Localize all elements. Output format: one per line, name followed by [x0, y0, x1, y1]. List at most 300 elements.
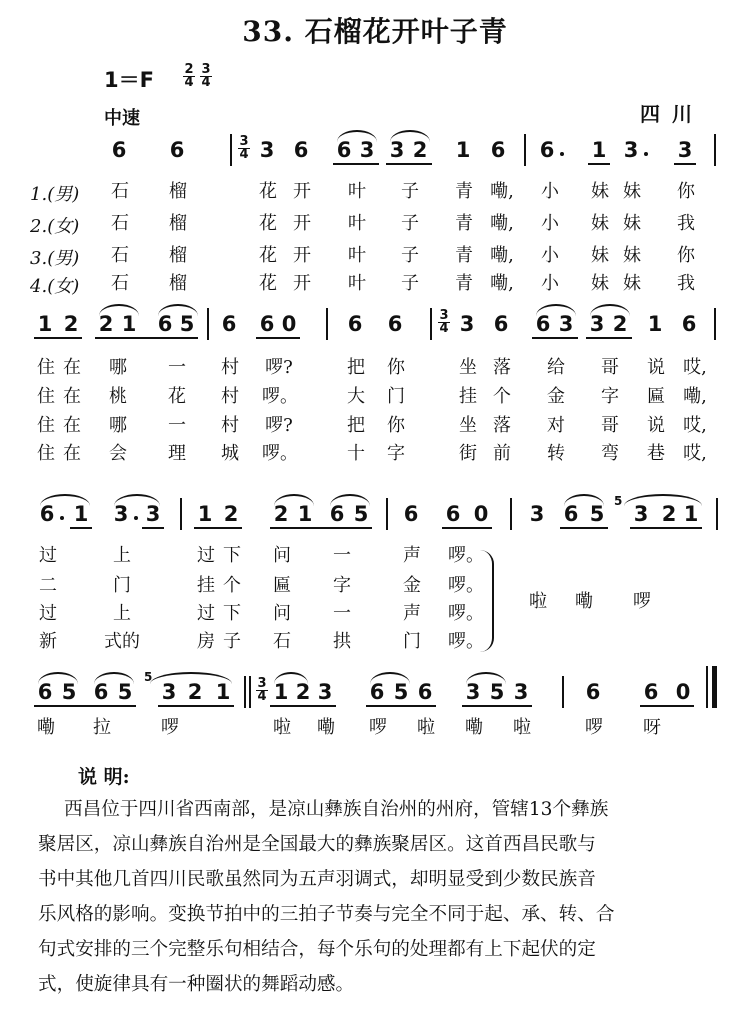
- lyric: 转: [547, 443, 565, 464]
- lyric: 哎,: [683, 415, 707, 436]
- lyric: 啰。: [262, 443, 298, 464]
- lyric: 我: [677, 273, 695, 294]
- lyric: 榴: [169, 213, 187, 234]
- note: 3: [259, 138, 275, 162]
- refrain-lyric: 啦: [529, 591, 547, 612]
- note: 2: [273, 502, 289, 526]
- slur: [158, 304, 198, 316]
- beam: [34, 337, 82, 339]
- note: 1: [647, 312, 663, 336]
- beam: [270, 705, 336, 707]
- meter-change: 3 4: [257, 676, 267, 704]
- lyric: 村: [221, 357, 239, 378]
- lyric: 你: [387, 415, 405, 436]
- note: 6: [39, 502, 55, 526]
- lyric: 村: [221, 415, 239, 436]
- lyric: 二: [39, 575, 57, 596]
- lyric: 城: [221, 443, 239, 464]
- lyric: 石: [273, 631, 291, 652]
- note: 3: [113, 502, 129, 526]
- barline: [714, 134, 716, 166]
- lyric: 嘞,: [683, 386, 707, 407]
- lyric: 过: [197, 603, 215, 624]
- slur: [624, 494, 702, 506]
- barline: [714, 308, 716, 340]
- note: 3: [513, 680, 529, 704]
- lyric: 花: [259, 273, 277, 294]
- lyric: 青: [455, 273, 473, 294]
- lyric: 个: [493, 386, 511, 407]
- slur: [114, 494, 160, 506]
- lyric: 门: [403, 631, 421, 652]
- notes-heading: 说 明:: [78, 766, 130, 788]
- note: 1: [121, 312, 137, 336]
- lyric: 啰。: [448, 631, 484, 652]
- final-barline-thin: [706, 666, 708, 708]
- lyric: 过: [39, 603, 57, 624]
- slur: [274, 672, 308, 684]
- note: 6: [336, 138, 352, 162]
- slur: [564, 494, 604, 506]
- lyric: 哥: [601, 415, 619, 436]
- barline: [244, 676, 246, 708]
- lyric: 在: [63, 443, 81, 464]
- lyric: 花: [259, 245, 277, 266]
- lyric: 匾: [273, 575, 291, 596]
- lyric: 前: [493, 443, 511, 464]
- lyric: 嘞: [37, 717, 55, 738]
- lyric: 拉: [93, 717, 111, 738]
- lyric: 小: [541, 245, 559, 266]
- lyric: 巷: [647, 443, 665, 464]
- lyric: 叶: [348, 181, 366, 202]
- time-signature-2-4: 2 4: [184, 62, 194, 90]
- beam: [95, 337, 198, 339]
- barline: [430, 308, 432, 340]
- lyric: 字: [601, 386, 619, 407]
- beam: [532, 337, 578, 339]
- barline: [249, 676, 251, 708]
- meter-change: 3 4: [439, 308, 449, 336]
- lyric: 一: [168, 357, 186, 378]
- note: 5: [489, 680, 505, 704]
- lyric: 说: [647, 415, 665, 436]
- lyric: 声: [403, 603, 421, 624]
- note: 3: [623, 138, 639, 162]
- note: 1: [683, 502, 699, 526]
- note: 2: [412, 138, 428, 162]
- note: 6: [169, 138, 185, 162]
- verse-singer: (女): [47, 216, 80, 237]
- lyric: 字: [333, 575, 351, 596]
- lyric: 嘞,: [490, 245, 514, 266]
- lyric: 给: [547, 357, 565, 378]
- note: 6: [403, 502, 419, 526]
- beam: [588, 163, 610, 165]
- tempo-marking: 中速: [104, 108, 140, 129]
- lyric: 嘞,: [490, 273, 514, 294]
- note: 1: [591, 138, 607, 162]
- lyric: 嘞,: [490, 181, 514, 202]
- note: 1: [73, 502, 89, 526]
- lyric: 嘞,: [490, 213, 514, 234]
- note: 6: [157, 312, 173, 336]
- note: 5: [179, 312, 195, 336]
- lyric: 一: [168, 415, 186, 436]
- lyric: 啰?: [265, 357, 293, 378]
- note: 1: [297, 502, 313, 526]
- lyric: 子: [401, 273, 419, 294]
- note: 3: [317, 680, 333, 704]
- lyric: 在: [63, 357, 81, 378]
- slur: [99, 304, 139, 316]
- lyric: 匾: [647, 386, 665, 407]
- beam: [142, 527, 164, 529]
- note: 0: [281, 312, 297, 336]
- lyric: 啰。: [262, 386, 298, 407]
- barline: [562, 676, 564, 708]
- lyric: 门: [387, 386, 405, 407]
- barline: [326, 308, 328, 340]
- lyric: 青: [455, 181, 473, 202]
- lyric: 声: [403, 545, 421, 566]
- slur: [94, 672, 134, 684]
- beam: [640, 705, 694, 707]
- note: 6: [681, 312, 697, 336]
- lyric: 问: [273, 545, 291, 566]
- lyric: 房: [197, 631, 215, 652]
- lyric: 你: [677, 181, 695, 202]
- beam: [158, 705, 234, 707]
- lyric: 住: [37, 443, 55, 464]
- lyric: 啰。: [448, 575, 484, 596]
- time-signature-3-4: 3 4: [201, 62, 211, 90]
- lyric: 花: [259, 213, 277, 234]
- beam: [442, 527, 492, 529]
- beam: [386, 163, 432, 165]
- barline: [716, 498, 718, 530]
- note: 1: [215, 680, 231, 704]
- lyric: 开: [293, 245, 311, 266]
- lyric: 哪: [109, 357, 127, 378]
- lyric: 过: [197, 545, 215, 566]
- note: 2: [612, 312, 628, 336]
- note: 3: [459, 312, 475, 336]
- lyric: 开: [293, 213, 311, 234]
- beam: [586, 337, 632, 339]
- note: 6: [535, 312, 551, 336]
- description-line: 聚居区，凉山彝族自治州是全国最大的彝族聚居区。这首西昌民歌与: [38, 834, 596, 855]
- note: 3: [161, 680, 177, 704]
- lyric: 榴: [169, 273, 187, 294]
- lyric: 金: [403, 575, 421, 596]
- lyric: 十: [347, 443, 365, 464]
- lyric: 子: [401, 213, 419, 234]
- verse-number: 3.: [30, 248, 48, 269]
- note: 5: [117, 680, 133, 704]
- description-line: 乐风格的影响。变换节拍中的三拍子节奏与完全不同于起、承、转、合: [38, 904, 615, 925]
- lyric: 石: [111, 273, 129, 294]
- lyric: 式的: [104, 631, 140, 652]
- lyric: 小: [541, 181, 559, 202]
- refrain-lyric: 嘞: [575, 591, 593, 612]
- lyric: 一: [333, 545, 351, 566]
- lyric: 啰。: [448, 545, 484, 566]
- note: 2: [661, 502, 677, 526]
- lyric: 小: [541, 273, 559, 294]
- lyric: 啰: [161, 717, 179, 738]
- dot: [560, 152, 564, 156]
- beam: [462, 705, 532, 707]
- lyric: 把: [347, 415, 365, 436]
- lyric: 花: [168, 386, 186, 407]
- lyric: 桃: [109, 386, 127, 407]
- lyric: 子: [401, 245, 419, 266]
- note: 3: [558, 312, 574, 336]
- note: 3: [359, 138, 375, 162]
- lyric: 石: [111, 181, 129, 202]
- lyric: 大: [347, 386, 365, 407]
- lyric: 啦: [417, 717, 435, 738]
- slur: [274, 494, 314, 506]
- note: 6: [293, 138, 309, 162]
- lyric: 哎,: [683, 443, 707, 464]
- note: 2: [295, 680, 311, 704]
- lyric: 下: [223, 545, 241, 566]
- note: 6: [539, 138, 555, 162]
- lyric: 说: [647, 357, 665, 378]
- barline: [386, 498, 388, 530]
- note: 3: [589, 312, 605, 336]
- note: 6: [221, 312, 237, 336]
- slur: [330, 494, 370, 506]
- lyric: 叶: [348, 273, 366, 294]
- note: 0: [473, 502, 489, 526]
- slur: [536, 304, 576, 316]
- note: 6: [93, 680, 109, 704]
- description-line: 式，使旋律具有一种圈状的舞蹈动感。: [38, 974, 355, 995]
- verse-singer: (男): [47, 184, 80, 205]
- note: 2: [98, 312, 114, 336]
- note: 5: [61, 680, 77, 704]
- note: 3: [389, 138, 405, 162]
- lyric: 落: [493, 357, 511, 378]
- note: 1: [455, 138, 471, 162]
- lyric: 会: [109, 443, 127, 464]
- lyric: 石: [111, 213, 129, 234]
- verse-singer: (男): [47, 248, 80, 269]
- beam: [70, 527, 92, 529]
- note: 5: [589, 502, 605, 526]
- lyric: 青: [455, 213, 473, 234]
- description-line: 书中其他几首四川民歌虽然同为五声羽调式，却明显受到少数民族音: [38, 869, 596, 890]
- verse-number: 2.: [30, 216, 48, 237]
- note: 6: [111, 138, 127, 162]
- note: 1: [273, 680, 289, 704]
- slur: [40, 494, 90, 506]
- lyric: 妹: [591, 213, 609, 234]
- slur: [38, 672, 78, 684]
- note: 6: [329, 502, 345, 526]
- slur: [337, 130, 377, 142]
- beam: [674, 163, 696, 165]
- lyric: 在: [63, 415, 81, 436]
- lyric: 石: [111, 245, 129, 266]
- lyric: 小: [541, 213, 559, 234]
- beam: [366, 705, 436, 707]
- note: 6: [369, 680, 385, 704]
- barline: [180, 498, 182, 530]
- lyric: 子: [223, 631, 241, 652]
- slur: [150, 672, 232, 684]
- grace-note: 5: [614, 494, 623, 508]
- lyric: 嘞: [465, 717, 483, 738]
- dot: [134, 516, 138, 520]
- slur: [466, 672, 506, 684]
- lyric: 问: [273, 603, 291, 624]
- lyric: 下: [223, 603, 241, 624]
- note: 6: [643, 680, 659, 704]
- beam: [270, 527, 372, 529]
- barline: [207, 308, 209, 340]
- verse-number: 4.: [30, 276, 48, 297]
- note: 2: [187, 680, 203, 704]
- lyric: 开: [293, 181, 311, 202]
- lyric: 妹: [623, 181, 641, 202]
- note: 3: [529, 502, 545, 526]
- lyric: 对: [547, 415, 565, 436]
- lyric: 金: [547, 386, 565, 407]
- note: 2: [63, 312, 79, 336]
- lyric: 妹: [623, 245, 641, 266]
- region-label: 四川: [640, 102, 704, 126]
- lyric: 住: [37, 357, 55, 378]
- lyric: 把: [347, 357, 365, 378]
- note: 3: [465, 680, 481, 704]
- lyric: 妹: [591, 181, 609, 202]
- note: 6: [493, 312, 509, 336]
- lyric: 你: [677, 245, 695, 266]
- note: 6: [563, 502, 579, 526]
- slur: [590, 304, 630, 316]
- note: 5: [353, 502, 369, 526]
- barline: [524, 134, 526, 166]
- note: 1: [197, 502, 213, 526]
- lyric: 上: [113, 603, 131, 624]
- lyric: 拱: [333, 631, 351, 652]
- lyric: 啦: [513, 717, 531, 738]
- lyric: 弯: [601, 443, 619, 464]
- lyric: 挂: [459, 386, 477, 407]
- note: 2: [223, 502, 239, 526]
- beam: [630, 527, 702, 529]
- lyric: 啰: [369, 717, 387, 738]
- lyric: 呀: [643, 717, 661, 738]
- slur: [390, 130, 430, 142]
- note: 6: [417, 680, 433, 704]
- lyric: 过: [39, 545, 57, 566]
- lyric: 落: [493, 415, 511, 436]
- note: 6: [490, 138, 506, 162]
- verse-brace: [478, 550, 494, 652]
- note: 6: [445, 502, 461, 526]
- lyric: 开: [293, 273, 311, 294]
- lyric: 啰。: [448, 603, 484, 624]
- lyric: 妹: [591, 273, 609, 294]
- lyric: 青: [455, 245, 473, 266]
- meter-change: 3 4: [239, 134, 249, 162]
- note: 5: [393, 680, 409, 704]
- beam: [34, 705, 136, 707]
- lyric: 哥: [601, 357, 619, 378]
- lyric: 挂: [197, 575, 215, 596]
- note: 6: [585, 680, 601, 704]
- note: 6: [259, 312, 275, 336]
- lyric: 榴: [169, 245, 187, 266]
- lyric: 啰?: [265, 415, 293, 436]
- verse-singer: (女): [47, 276, 80, 297]
- note: 6: [347, 312, 363, 336]
- lyric: 叶: [348, 213, 366, 234]
- lyric: 个: [223, 575, 241, 596]
- lyric: 子: [401, 181, 419, 202]
- lyric: 妹: [623, 213, 641, 234]
- lyric: 叶: [348, 245, 366, 266]
- dot: [60, 516, 64, 520]
- lyric: 哎,: [683, 357, 707, 378]
- barline: [510, 498, 512, 530]
- note: 6: [37, 680, 53, 704]
- final-barline-thick: [712, 666, 717, 708]
- lyric: 理: [168, 443, 186, 464]
- lyric: 住: [37, 386, 55, 407]
- song-title: 33. 石榴花开叶子青: [242, 15, 508, 48]
- grace-note: 5: [144, 670, 153, 684]
- lyric: 坐: [459, 357, 477, 378]
- barline: [230, 134, 232, 166]
- beam: [256, 337, 300, 339]
- lyric: 字: [387, 443, 405, 464]
- lyric: 啰: [585, 717, 603, 738]
- lyric: 新: [39, 631, 57, 652]
- lyric: 榴: [169, 181, 187, 202]
- description-line: 西昌位于四川省西南部，是凉山彝族自治州的州府，管辖13个彝族: [64, 799, 609, 820]
- lyric: 我: [677, 213, 695, 234]
- lyric: 花: [259, 181, 277, 202]
- lyric: 在: [63, 386, 81, 407]
- note: 6: [387, 312, 403, 336]
- verse-number: 1.: [30, 184, 48, 205]
- key-signature: 1＝F: [104, 68, 154, 92]
- lyric: 上: [113, 545, 131, 566]
- lyric: 一: [333, 603, 351, 624]
- lyric: 嘞: [317, 717, 335, 738]
- note: 0: [675, 680, 691, 704]
- dot: [644, 152, 648, 156]
- beam: [194, 527, 242, 529]
- lyric: 门: [113, 575, 131, 596]
- beam: [560, 527, 608, 529]
- lyric: 妹: [623, 273, 641, 294]
- note: 3: [633, 502, 649, 526]
- lyric: 住: [37, 415, 55, 436]
- note: 1: [37, 312, 53, 336]
- description-line: 句式安排的三个完整乐句相结合，每个乐句的处理都有上下起伏的定: [38, 939, 596, 960]
- lyric: 坐: [459, 415, 477, 436]
- lyric: 妹: [591, 245, 609, 266]
- lyric: 街: [459, 443, 477, 464]
- lyric: 啦: [273, 717, 291, 738]
